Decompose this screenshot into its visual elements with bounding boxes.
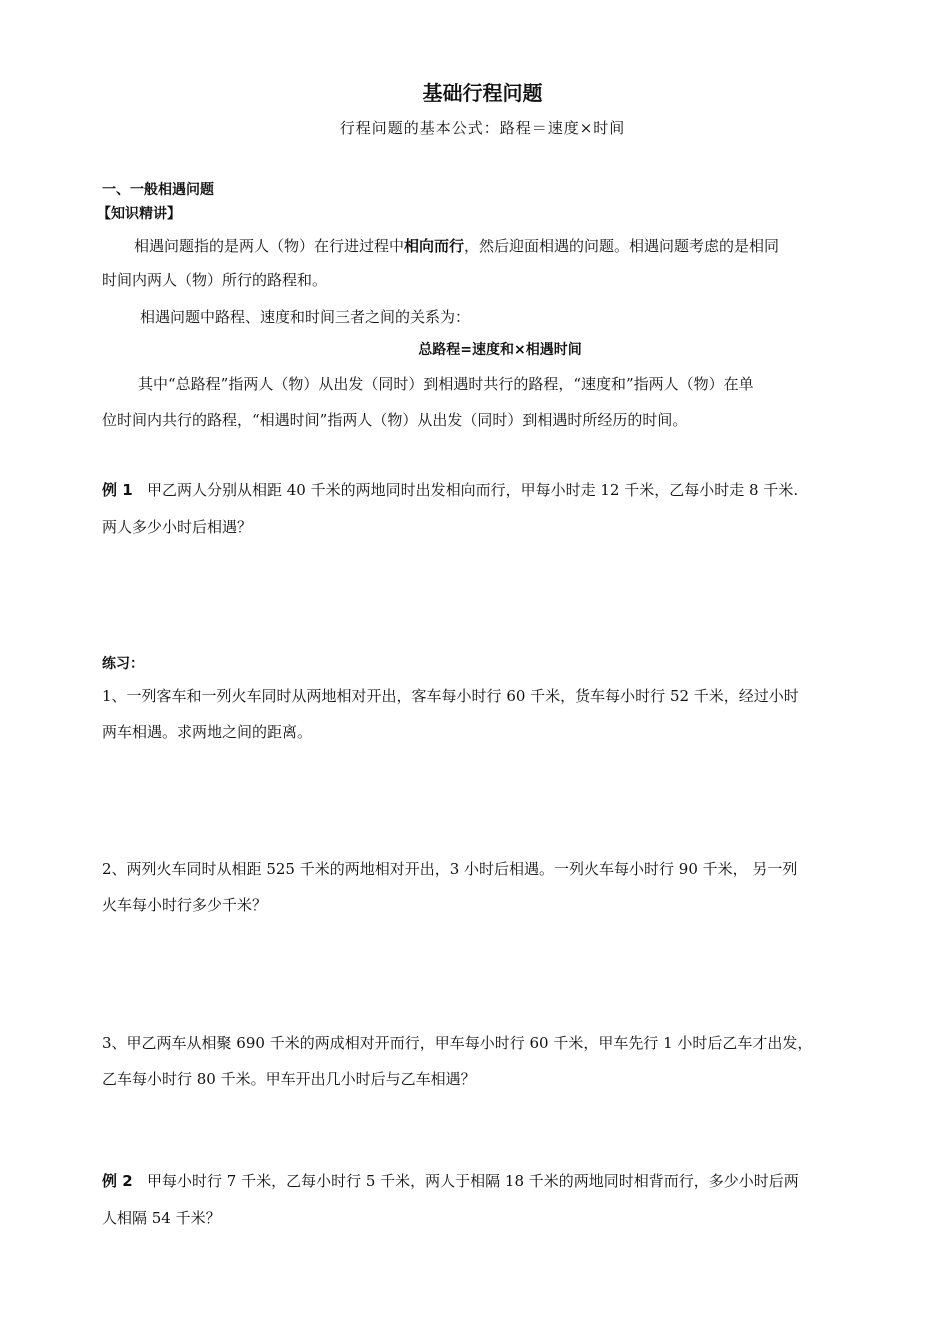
example-text: 甲乙两人分别从相距 40 千米的两地同时出发相向而行，甲每小时走 12 千米，乙每小时走 8 千米. (146, 481, 799, 499)
example-1-line: 两人多少小时后相遇？ (102, 518, 253, 536)
practice-question-3: 3、甲乙两车从相聚 690 千米的两成相对开而行，甲车每小时行 60 千米，甲车先行 1 小时后乙车才出发， (102, 1034, 813, 1052)
paragraph-line: 相遇问题中路程、速度和时间三者之间的关系为： (140, 308, 471, 326)
example-label: 例 2 (102, 1172, 133, 1190)
example-2-line (102, 1171, 799, 1191)
paragraph-text: 相遇问题指的是两人（物）在行进过程中 (134, 237, 405, 255)
paragraph-line: 其中“总路程”指两人（物）从出发（同时）到相遇时共行的路程，“速度和”指两人（物）在单 (138, 375, 754, 393)
example-1-line (102, 480, 798, 500)
page-subtitle: 行程问题的基本公式：路程＝速度×时间 (339, 119, 626, 137)
knowledge-label: 【知识精讲】 (97, 206, 181, 222)
paragraph-text: ，然后迎面相遇的问题。相遇问题考虑的是相同 (464, 237, 780, 255)
example-2-line: 人相隔 54 千米？ (102, 1209, 221, 1227)
practice-label: 练习： (102, 656, 144, 672)
practice-question-3: 乙车每小时行 80 千米。甲车开出几小时后与乙车相遇？ (102, 1070, 476, 1088)
practice-question-2: 火车每小时行多少千米？ (102, 896, 268, 914)
emphasis-text: 相向而行 (404, 237, 465, 255)
paragraph-line: 位时间内共行的路程，“相遇时间”指两人（物）从出发（同时）到相遇时所经历的时间。 (102, 411, 688, 429)
formula: 总路程=速度和×相遇时间 (418, 342, 582, 358)
paragraph-line (134, 236, 779, 256)
paragraph-line: 时间内两人（物）所行的路程和。 (102, 271, 328, 289)
section-heading: 一、一般相遇问题 (102, 182, 214, 198)
practice-question-1: 两车相遇。求两地之间的距离。 (102, 723, 313, 741)
practice-question-2: 2、两列火车同时从相距 525 千米的两地相对开出，3 小时后相遇。一列火车每小时行 90 千米， 另一列 (102, 860, 798, 878)
example-label: 例 1 (102, 481, 133, 499)
example-text: 甲每小时行 7 千米，乙每小时行 5 千米，两人于相隔 18 千米的两地同时相背而行，多少小时后两 (146, 1172, 799, 1190)
practice-question-1: 1、一列客车和一列火车同时从两地相对开出，客车每小时行 60 千米，货车每小时行 52 千米，经过小时 (102, 687, 799, 705)
page-title: 基础行程问题 (422, 81, 543, 105)
